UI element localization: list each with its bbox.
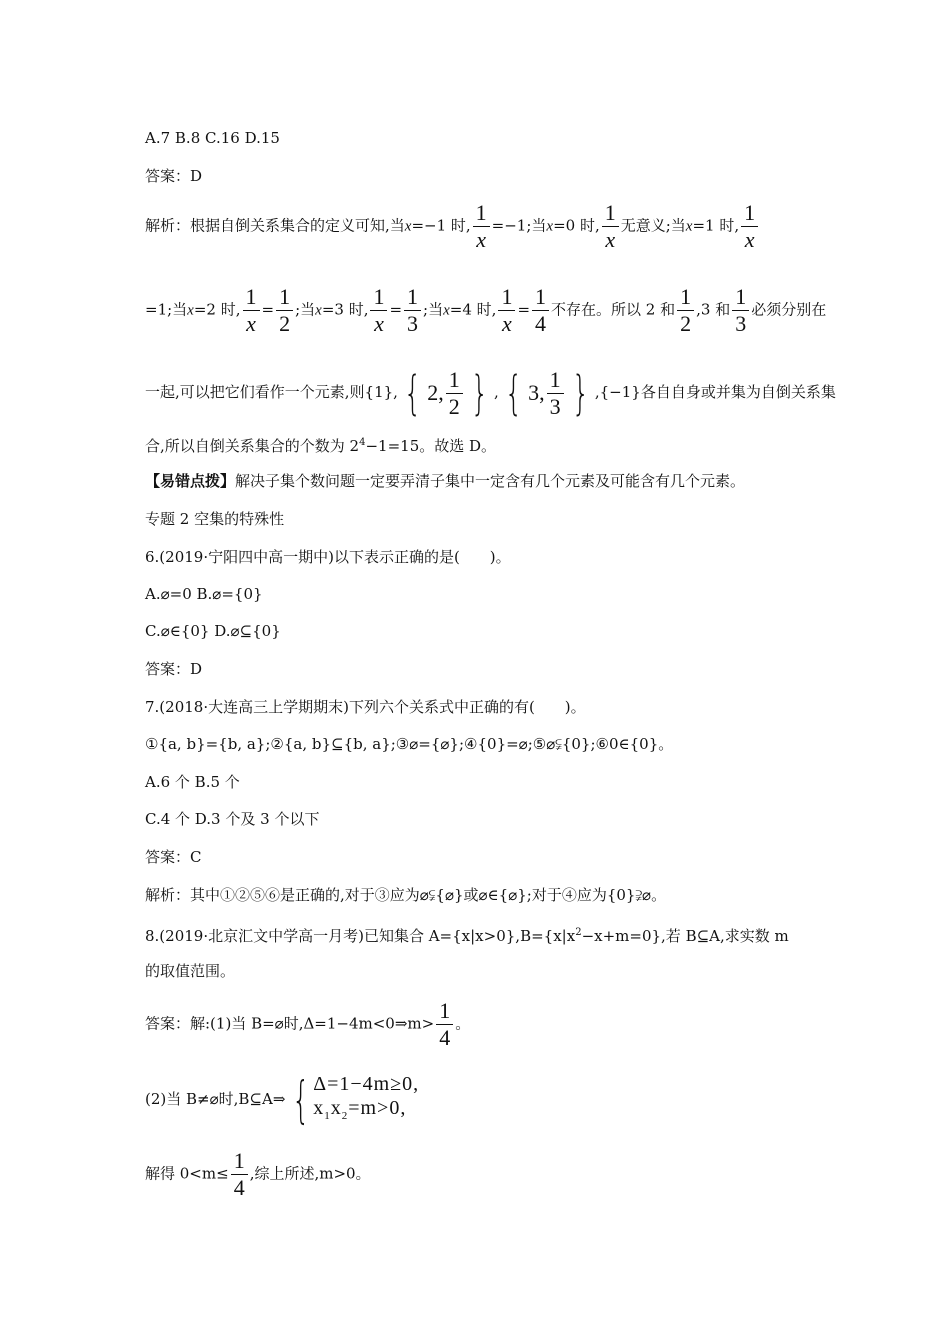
text: =0 时, (553, 216, 600, 235)
fraction-1-over-x (498, 286, 515, 335)
denominator: x (246, 311, 256, 336)
numerator: 1 (404, 286, 421, 311)
text: =4 时, (449, 300, 497, 319)
comma: , (438, 380, 444, 405)
text: 不存在。所以 2 和 (551, 300, 676, 319)
denominator: x (605, 227, 616, 252)
fraction-1-over-4 (231, 1150, 248, 1199)
var-x: x (315, 302, 322, 319)
q8-answer-line-2 (145, 1072, 419, 1128)
fraction-1-over-4 (436, 1000, 453, 1049)
number: 3 (528, 380, 540, 405)
left-brace: { (403, 366, 422, 420)
denominator: x (744, 227, 755, 252)
denominator: x (476, 227, 487, 252)
text: =1 时, (692, 216, 740, 235)
fraction-1-over-x (602, 202, 619, 251)
numerator: 1 (741, 202, 758, 227)
q7-items: ①{a, b}={b, a};②{a, b}⊆{b, a};③⌀={⌀};④{0}=⌀;⑤⌀⫋{0};⑥0∈{0}。 (145, 735, 674, 753)
text: ,综上所述,m>0。 (249, 1164, 371, 1183)
q5-explanation-line-4 (145, 432, 496, 457)
denominator: 3 (549, 393, 561, 419)
denominator: x (374, 311, 384, 336)
q5-explanation-line-1 (145, 202, 760, 251)
system-rows (313, 1072, 419, 1128)
fraction-1-over-x (473, 202, 490, 251)
denominator: 2 (680, 311, 692, 336)
system-row-2 (313, 1096, 419, 1128)
var: x (313, 1097, 325, 1119)
text: 答案：解:(1)当 B=⌀时,Δ=1−4m<0⇒m> (145, 1014, 435, 1033)
q6-options-cd: C.⌀∈{0} D.⌀⊆{0} (145, 622, 281, 640)
text: =−1;当 (491, 216, 547, 235)
q8-stem-line-1 (145, 922, 789, 947)
text: =1;当 (145, 300, 188, 319)
denominator: 2 (448, 393, 460, 419)
tip-label: 【易错点拨】 (145, 472, 236, 490)
q8-answer-line-3 (145, 1150, 371, 1199)
tip-text: 解决子集个数问题一定要弄清子集中一定含有几个元素及可能含有几个元素。 (235, 472, 746, 490)
text: 解析：根据自倒关系集合的定义可知,当 (145, 216, 405, 235)
q6-options-ab: A.⌀=0 B.⌀={0} (145, 585, 263, 603)
fraction-1-over-2 (677, 286, 694, 335)
denominator: x (502, 311, 512, 336)
var-x: x (685, 218, 693, 235)
text: =m>0, (348, 1097, 407, 1119)
text: 合,所以自倒关系集合的个数为 2 (145, 437, 360, 455)
exponent: 4 (359, 437, 366, 448)
numerator: 1 (473, 202, 490, 227)
numerator: 1 (231, 1150, 248, 1175)
numerator: 1 (498, 286, 515, 311)
text: {−1}各自自身或并集为自倒关系集 (599, 383, 836, 401)
text: ;当 (295, 300, 316, 319)
text: 。 (455, 1014, 471, 1033)
text: 必须分别在 (751, 300, 827, 319)
q5-options: A.7 B.8 C.16 D.15 (145, 129, 280, 147)
text: 8.(2019·北京汇文中学高一月考)已知集合 A={x|x>0},B={x|x (145, 927, 576, 945)
numerator: 1 (547, 369, 564, 394)
fraction-1-over-x (243, 286, 260, 335)
var-x: x (187, 302, 194, 319)
q5-explanation-line-3: 一起,可以把它们看作一个元素,则{1}, { 2, $\frac{1}{2}$ } , { 3, $\frac{1}{3}$ } ,{−1}各自自身或并集为自倒关系集 (145, 366, 836, 420)
equation-system (285, 1072, 419, 1128)
var-x: x (443, 302, 450, 319)
right-brace: } (470, 366, 489, 420)
var-x: x (404, 218, 412, 235)
numerator: 1 (276, 286, 293, 311)
fraction-1-over-4 (532, 286, 549, 335)
text: 无意义;当 (620, 216, 686, 235)
q6-stem: 6.(2019·宁阳四中高一期中)以下表示正确的是( )。 (145, 548, 511, 566)
denominator: 4 (535, 311, 547, 336)
fraction-1-over-x (370, 286, 387, 335)
text: ;当 (423, 300, 444, 319)
system-brace: { (292, 1071, 311, 1129)
denominator: 3 (407, 311, 419, 336)
system-row-1: Δ=1−4m≥0, (313, 1073, 420, 1095)
q8-answer-line-1 (145, 1000, 470, 1049)
denominator: 3 (735, 311, 747, 336)
fraction-1-over-3 (547, 366, 564, 419)
numerator: 1 (370, 286, 387, 311)
right-brace: } (571, 366, 589, 420)
text: −x+m=0},若 B⊆A,求实数 m (581, 927, 789, 945)
q8-stem-line-2: 的取值范围。 (145, 962, 236, 980)
comma: , (539, 380, 545, 405)
number: 2 (427, 380, 439, 405)
q5-answer: 答案：D (145, 167, 203, 185)
q5-explanation-line-2: =1;当x=2 时, $\frac{1}{x}$ = $\frac{1}{2}$ ;当x=3 时, $\frac{1}{x}$ = $\frac{1}{3}$ ;当x=4 时, $\frac{1}{x}$ = $\frac{1}{4}$ 不存在。所以 2 和 $\frac{1}{2}$ ,3 和 $\frac{1}{3}$ 必须分别在 (145, 284, 827, 336)
var-x: x (546, 218, 554, 235)
numerator: 1 (732, 286, 749, 311)
text: (2)当 B≠⌀时,B⊆A⇒ (145, 1090, 286, 1108)
denominator: 4 (233, 1175, 245, 1200)
numerator: 1 (677, 286, 694, 311)
q7-stem: 7.(2018·大连高三上学期期末)下列六个关系式中正确的有( )。 (145, 698, 586, 716)
denominator: 2 (279, 311, 291, 336)
text: =2 时, (193, 300, 241, 319)
fraction-1-over-2 (276, 286, 293, 335)
q7-explanation: 解析：其中①②⑤⑥是正确的,对于③应为⌀⫋{⌀}或⌀∈{⌀};对于④应为{0}⫌⌀。 (145, 886, 667, 904)
exponent: 2 (575, 927, 582, 938)
topic-heading: 专题 2 空集的特殊性 (145, 510, 285, 528)
numerator: 1 (243, 286, 260, 311)
q6-answer: 答案：D (145, 660, 203, 678)
fraction-1-over-x (741, 202, 758, 251)
subscript: 2 (341, 1110, 349, 1122)
numerator: 1 (602, 202, 619, 227)
fraction-1-over-3 (732, 286, 749, 335)
var: x (330, 1097, 342, 1119)
denominator: 4 (439, 1025, 451, 1050)
text: 一起,可以把它们看作一个元素,则{1}, (145, 383, 398, 401)
text: =3 时, (321, 300, 369, 319)
fraction-1-over-3 (404, 286, 421, 335)
numerator: 1 (446, 369, 463, 394)
text: ,3 和 (696, 300, 731, 319)
text: =−1 时, (411, 216, 471, 235)
numerator: 1 (532, 286, 549, 311)
q7-options-cd: C.4 个 D.3 个及 3 个以下 (145, 810, 320, 828)
q7-options-ab: A.6 个 B.5 个 (145, 773, 240, 791)
numerator: 1 (436, 1000, 453, 1025)
text: −1=15。故选 D。 (365, 437, 497, 455)
subscript: 1 (324, 1110, 331, 1122)
left-brace: { (504, 366, 523, 420)
q7-answer: 答案：C (145, 848, 202, 866)
fraction-1-over-2 (446, 366, 463, 419)
text: 解得 0<m≤ (145, 1164, 229, 1183)
error-tip (145, 470, 745, 492)
